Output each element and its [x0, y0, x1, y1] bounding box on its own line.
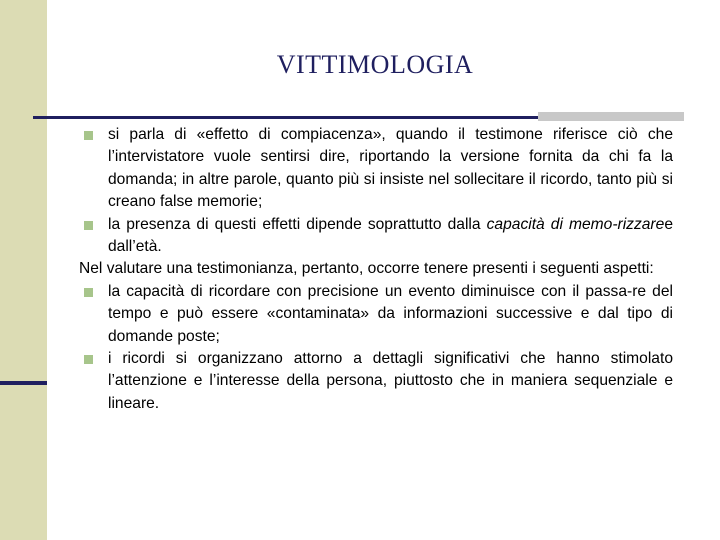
- title-underline-accent: [538, 112, 684, 124]
- square-bullet-icon: [84, 221, 93, 230]
- bullet-text: e dall’età.: [108, 215, 673, 256]
- square-bullet-icon: [84, 288, 93, 297]
- bullet-text: la capacità di ricordare con precisione un evento diminuisce con il passa-re del tempo e può essere «contaminata» da informazioni successive e dal tipo di domande poste;: [108, 282, 673, 345]
- bullet-text: la presenza di questi effetti dipende soprattutto dalla: [108, 215, 487, 233]
- title-underline: [33, 116, 538, 119]
- slide-title: VITTIMOLOGIA: [276, 50, 474, 79]
- paragraph: Nel valutare una testimonianza, pertanto, occorre tenere presenti i seguenti aspetti:: [79, 260, 654, 278]
- bullet-emphasis: capacità di memo-rizzare: [486, 215, 665, 233]
- square-bullet-icon: [84, 131, 93, 140]
- square-bullet-icon: [84, 355, 93, 364]
- bullet-text: i ricordi si organizzano attorno a dettagli significativi che hanno stimolato l’attenzione e l’interesse della persona, piuttosto che in maniera sequenziale e lineare.: [108, 350, 673, 412]
- slide-body: [79, 124, 673, 415]
- bullet-item: [79, 124, 673, 214]
- bullet-item: [79, 281, 673, 348]
- bullet-text: si parla di «effetto di compiacenza», quando il testimone riferisce ciò che l’intervistatore vuole sentirsi dire, riportando la versione fornita da chi fa la domanda; in altre parole, quanto più si insiste nel sollecitare il ricordo, tanto più si creano false memorie;: [108, 126, 673, 211]
- bullet-item: [79, 348, 673, 415]
- left-accent-line: [0, 381, 47, 385]
- bullet-item: [79, 214, 673, 259]
- left-sidebar-band: [0, 0, 47, 540]
